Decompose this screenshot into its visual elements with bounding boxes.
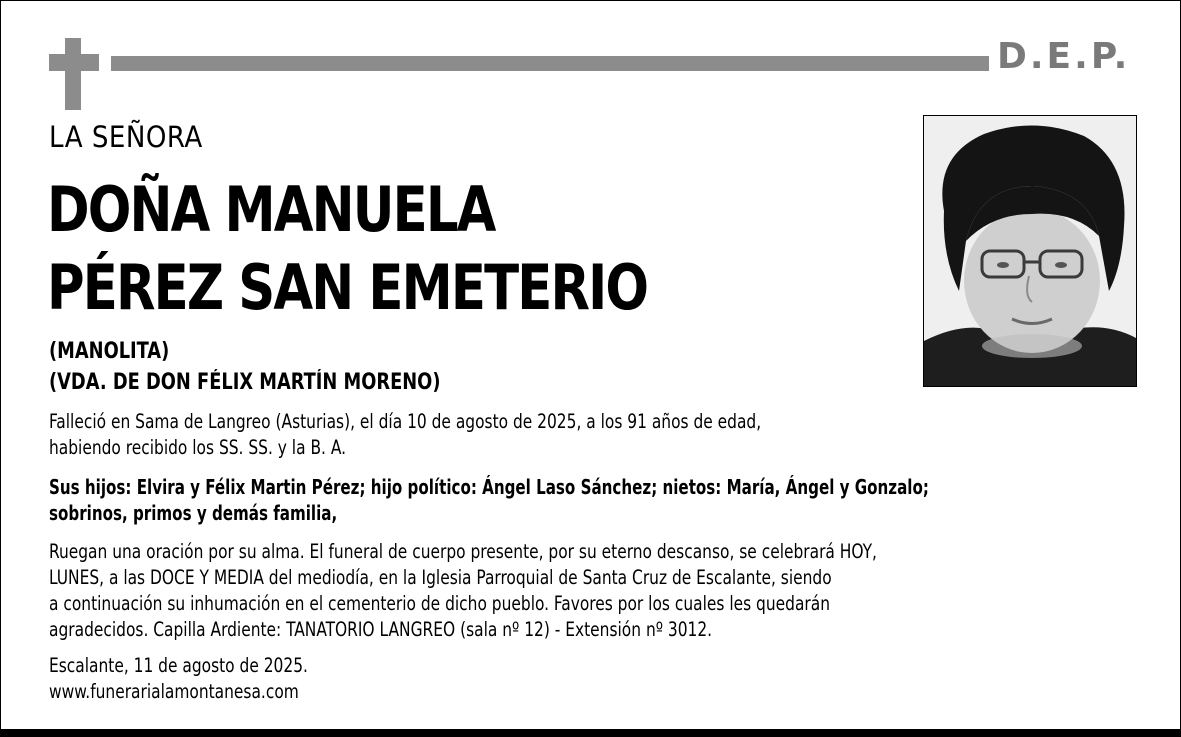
family-line: Sus hijos: Elvira y Félix Martin Pérez; hijo político: Ángel Laso Sánchez; nietos: María, Ángel y Gonzalo; — [49, 475, 929, 499]
place-date: Escalante, 11 de agosto de 2025. — [49, 654, 308, 677]
website-link[interactable]: www.funerarialamontanesa.com — [49, 680, 299, 703]
header-rule — [111, 56, 989, 71]
funeral-details — [49, 539, 877, 643]
cross-icon — [65, 38, 81, 110]
death-line: Falleció en Sama de Langreo (Asturias), el día 10 de agosto de 2025, a los 91 años de edad, — [49, 410, 762, 433]
funeral-line: a continuación su inhumación en el cementerio de dicho pueblo. Favores por los cuales les quedarán — [49, 592, 831, 615]
widow-of: (VDA. DE DON FÉLIX MARTÍN MORENO) — [49, 370, 441, 395]
funeral-line: Ruegan una oración por su alma. El funeral de cuerpo presente, por su eterno descanso, se celebrará HOY, — [49, 540, 877, 563]
death-notice — [49, 409, 761, 461]
death-line: habiendo recibido los SS. SS. y la B. A. — [49, 436, 346, 459]
family-list — [49, 474, 929, 526]
portrait-image — [924, 116, 1136, 386]
funeral-line: LUNES, a las DOCE Y MEDIA del mediodía, en la Iglesia Parroquial de Santa Cruz de Escalante, siendo — [49, 566, 832, 589]
nickname: (MANOLITA) — [49, 339, 170, 364]
closing — [49, 653, 308, 705]
family-line: sobrinos, primos y demás familia, — [49, 501, 338, 525]
funeral-line: agradecidos. Capilla Ardiente: TANATORIO LANGREO (sala nº 12) - Extensión nº 3012. — [49, 618, 713, 641]
deceased-name-line2: PÉREZ SAN EMETERIO — [47, 251, 648, 324]
cross-icon-bar — [49, 54, 99, 71]
deceased-name-line1: DOÑA MANUELA — [47, 173, 495, 246]
portrait-photo — [923, 115, 1137, 387]
dep-label: D.E.P. — [997, 36, 1131, 77]
bottom-border — [0, 729, 1181, 737]
honorific: LA SEÑORA — [49, 120, 203, 154]
